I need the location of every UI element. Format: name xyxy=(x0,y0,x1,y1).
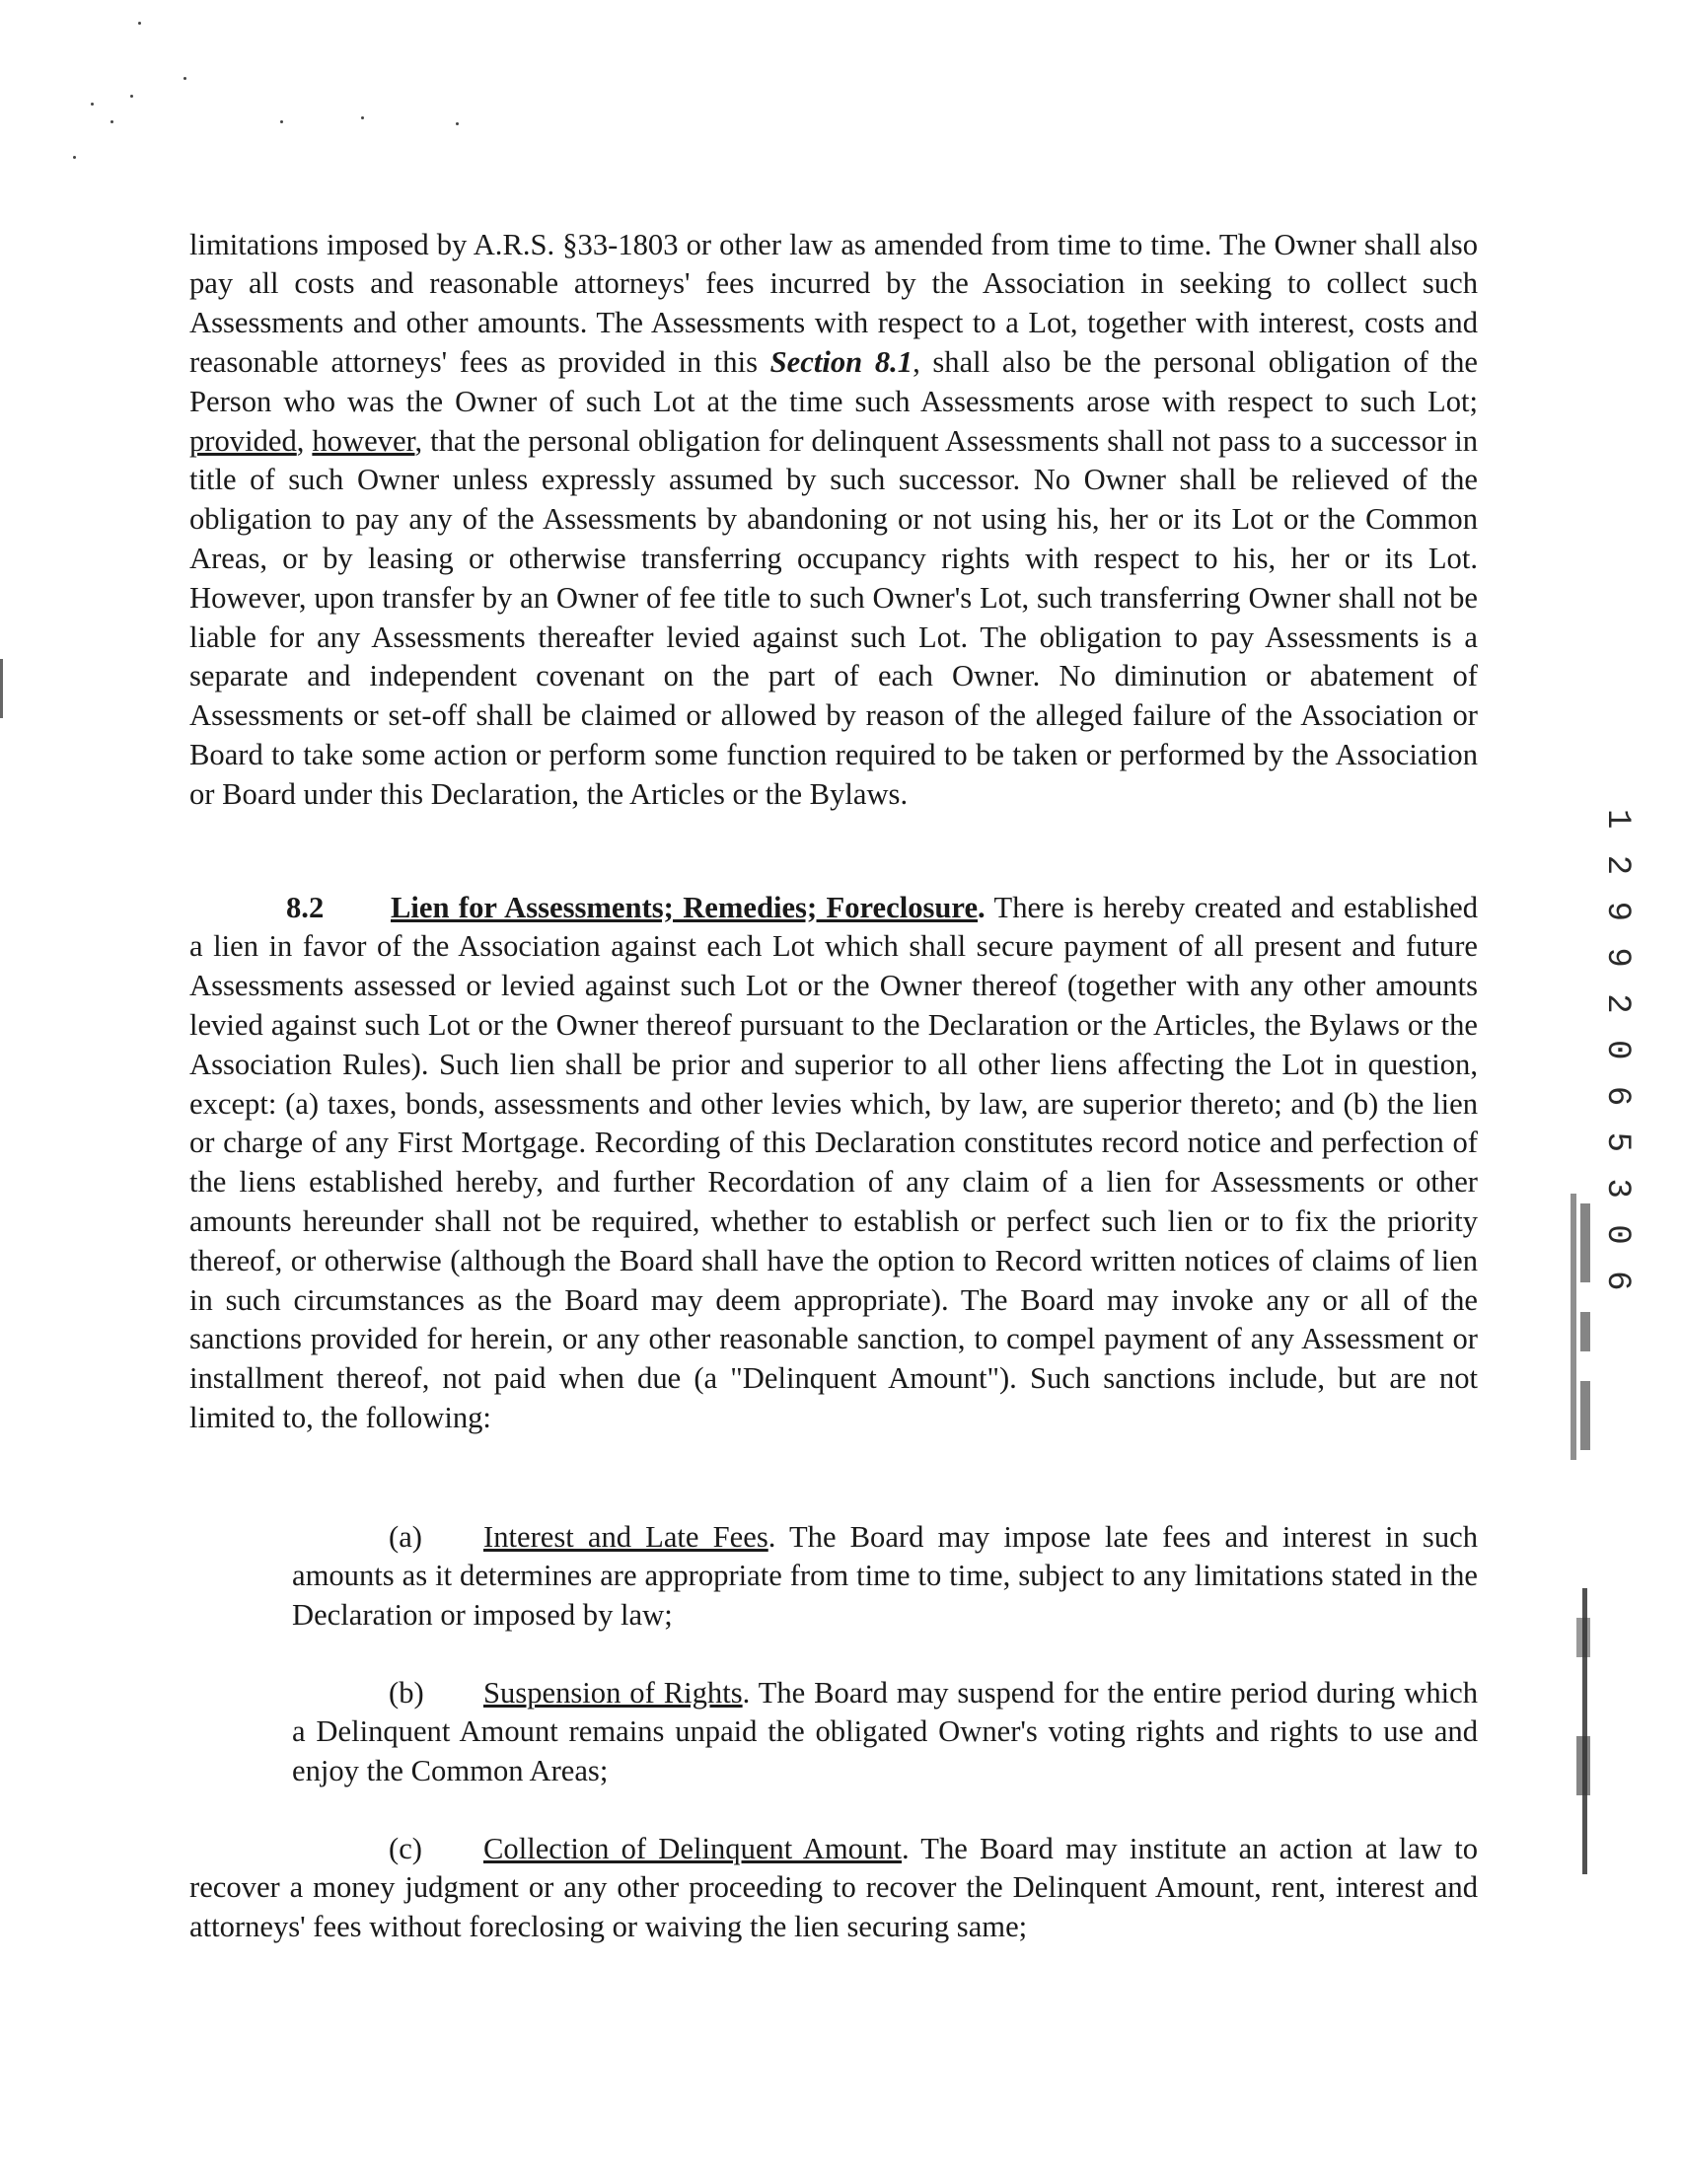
section-reference: Section 8.1 xyxy=(769,344,914,379)
paragraph-text: limitations imposed by A.R.S. §33-1803 or other law as amended from time to time. The Owner shall also pay all costs and reasonable attorneys' fees incurred by the Association in seeking to collect such Assessments and other amounts. The Assessments with respect to a Lot, together with interest, costs and reasonable attorneys' fees as provided in this xyxy=(189,227,1478,379)
item-marker: (c) xyxy=(389,1831,422,1865)
scan-speck xyxy=(138,22,141,25)
item-text: . The Board may suspend for the entire period during which a Delinquent Amount remains unpaid the obligated Owner's voting rights and rights to use and enjoy the Common Areas; xyxy=(292,1675,1478,1788)
scan-bar xyxy=(1580,1203,1590,1282)
scan-speck xyxy=(280,120,283,123)
scan-bar xyxy=(1576,1736,1590,1795)
item-marker: (b) xyxy=(389,1675,424,1710)
scan-speck xyxy=(183,77,186,80)
item-marker: (a) xyxy=(389,1519,422,1554)
scan-speck xyxy=(130,95,133,98)
section-8-2-paragraph xyxy=(189,889,1478,1438)
item-heading: Suspension of Rights xyxy=(483,1675,743,1710)
sanction-item-a xyxy=(292,1518,1478,1636)
recording-number-stamp: 1 2 9 9 2 0 6 5 3 0 6 xyxy=(1598,809,1636,1294)
scan-bar xyxy=(1576,1618,1590,1657)
scan-speck xyxy=(73,156,76,159)
item-text: . The Board may impose late fees and interest in such amounts as it determines are appropriate from time to time, subject to any limitations stated in the Declaration or imposed by law; xyxy=(292,1519,1479,1633)
item-heading: Interest and Late Fees xyxy=(483,1519,768,1554)
section-title-period: . xyxy=(978,890,986,924)
section-number: 8.2 xyxy=(286,890,325,924)
paragraph-text: , that the personal obligation for delinquent Assessments shall not pass to a successor in title of such Owner unless expressly assumed by such successor. No Owner shall be relieved of the obligation to pay any of the Assessments by abandoning or not using his, her or its Lot or the Common Areas, or by leasing or otherwise transferring occupancy rights with respect to his, her or its Lot. However, upon transfer by an Owner of fee title to such Owner's Lot, such transferring Owner shall not be liable for any Assessments thereafter levied against such Lot. The obligation to pay Assessments is a separate and independent covenant on the part of each Owner. No diminution or abatement of Assessments or set-off shall be claimed or allowed by reason of the alleged failure of the Association or Board to take some action or perform some function required to be taken or performed by the Association or Board under this Declaration, the Articles or the Bylaws. xyxy=(189,423,1479,811)
scan-speck xyxy=(91,103,94,106)
margin-scan-stamp xyxy=(1574,1588,1594,1884)
scan-edge-mark xyxy=(0,659,3,718)
sanction-item-c xyxy=(189,1830,1478,1947)
scan-speck xyxy=(110,120,113,123)
item-text: . The Board may institute an action at law to recover a money judgment or any other proceeding to recover the Delinquent Amount, rent, interest and attorneys' fees without foreclosing or waiving the lien securing same; xyxy=(189,1831,1478,1944)
scan-bar xyxy=(1580,1312,1590,1351)
sanction-item-b xyxy=(292,1674,1478,1791)
paragraph-text: , xyxy=(296,423,313,458)
scan-speck xyxy=(456,122,459,125)
section-title: Lien for Assessments; Remedies; Foreclosure xyxy=(391,890,979,924)
scan-speck xyxy=(361,116,364,119)
provided-term: provided xyxy=(189,423,297,458)
scan-bar xyxy=(1580,1381,1590,1450)
however-term: however xyxy=(312,423,415,458)
scan-bar xyxy=(1571,1194,1576,1460)
margin-scan-stamp xyxy=(1569,1194,1594,1470)
item-heading: Collection of Delinquent Amount xyxy=(483,1831,903,1865)
section-text: There is hereby created and established a lien in favor of the Association against each Lot which shall secure payment of all present and future Assessments assessed or levied against such Lot or the Owner thereof (together with any other amounts levied against such Lot or the Owner thereof pursuant to the Declaration or the Articles, the Bylaws or the Association Rules). Such lien shall be prior and superior to all other liens affecting the Lot in question, except: (a) taxes, bonds, assessments and other levies which, by law, are superior thereto; and (b) the lien or charge of any First Mortgage. Recording of this Declaration constitutes record notice and perfection of the liens established hereby, and further Recordation of any claim of a lien for Assessments or other amounts hereunder shall not be required, whether to establish or perfect such lien or to fix the priority thereof, or otherwise (although the Board shall have the option to Record written notices of claims of lien in such circumstances as the Board may deem appropriate). The Board may invoke any or all of the sanctions provided for herein, or any other reasonable sanction, to compel payment of any Assessment or installment thereof, not paid when due (a "Delinquent Amount"). Such sanctions include, but are not limited to, the following: xyxy=(189,890,1478,1434)
paragraph-text: , shall also be the personal obligation of the Person who was the Owner of such Lot at the time such Assessments arose with respect to such Lot; xyxy=(189,344,1479,418)
assessment-obligation-paragraph xyxy=(189,226,1478,815)
